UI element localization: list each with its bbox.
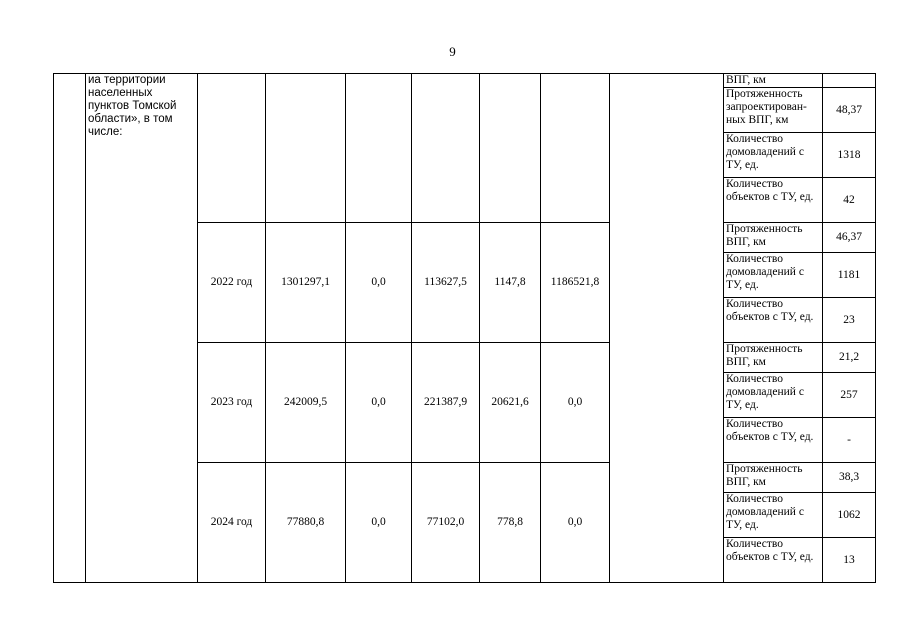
funding-cell: 113627,5	[412, 223, 480, 343]
indicator-value: 48,37	[823, 88, 876, 133]
funding-cell	[541, 74, 610, 223]
indicator-label: Протяженность запроектирован-ных ВПГ, км	[724, 88, 823, 133]
indicator-value: 46,37	[823, 223, 876, 253]
indicator-label: Количество объектов с ТУ, ед.	[724, 298, 823, 343]
executor-cell	[610, 74, 724, 583]
indicator-value: 38,3	[823, 463, 876, 493]
funding-cell: 20621,6	[480, 343, 541, 463]
program-name-cell: иа территории населенных пунктов Томской области», в том числе:	[86, 74, 198, 583]
indicator-value: 1318	[823, 133, 876, 178]
row-number-cell	[54, 74, 86, 583]
indicator-label: Количество домовладений с ТУ, ед.	[724, 373, 823, 418]
year-cell: 2024 год	[198, 463, 266, 583]
program-table	[53, 73, 876, 583]
page-number: 9	[449, 44, 456, 59]
funding-cell: 0,0	[541, 463, 610, 583]
funding-cell: 77102,0	[412, 463, 480, 583]
indicator-label: Количество домовладений с ТУ, ед.	[724, 253, 823, 298]
year-cell	[198, 74, 266, 223]
indicator-label: Протяженность ВПГ, км	[724, 463, 823, 493]
indicator-value: 257	[823, 373, 876, 418]
indicator-value: 13	[823, 538, 876, 583]
indicator-label: Количество объектов с ТУ, ед.	[724, 538, 823, 583]
year-cell: 2022 год	[198, 223, 266, 343]
indicator-label: ВПГ, км	[724, 74, 823, 88]
funding-cell	[480, 74, 541, 223]
indicator-value	[823, 74, 876, 88]
indicator-value: 42	[823, 178, 876, 223]
indicator-value: 1181	[823, 253, 876, 298]
funding-cell: 0,0	[346, 223, 412, 343]
total-cell	[266, 74, 346, 223]
indicator-label: Количество домовладений с ТУ, ед.	[724, 493, 823, 538]
indicator-value: 23	[823, 298, 876, 343]
funding-cell: 0,0	[541, 343, 610, 463]
funding-cell: 1186521,8	[541, 223, 610, 343]
funding-cell	[346, 74, 412, 223]
total-cell: 77880,8	[266, 463, 346, 583]
indicator-label: Количество объектов с ТУ, ед.	[724, 178, 823, 223]
funding-cell	[412, 74, 480, 223]
indicator-value: 1062	[823, 493, 876, 538]
indicator-label: Протяженность ВПГ, км	[724, 343, 823, 373]
table-row	[54, 74, 876, 88]
indicator-value: 21,2	[823, 343, 876, 373]
total-cell: 1301297,1	[266, 223, 346, 343]
total-cell: 242009,5	[266, 343, 346, 463]
indicator-label: Количество домовладений с ТУ, ед.	[724, 133, 823, 178]
indicator-label: Протяженность ВПГ, км	[724, 223, 823, 253]
indicator-value: -	[823, 418, 876, 463]
funding-cell: 1147,8	[480, 223, 541, 343]
indicator-label: Количество объектов с ТУ, ед.	[724, 418, 823, 463]
funding-cell: 0,0	[346, 343, 412, 463]
funding-cell: 778,8	[480, 463, 541, 583]
funding-cell: 0,0	[346, 463, 412, 583]
funding-cell: 221387,9	[412, 343, 480, 463]
year-cell: 2023 год	[198, 343, 266, 463]
